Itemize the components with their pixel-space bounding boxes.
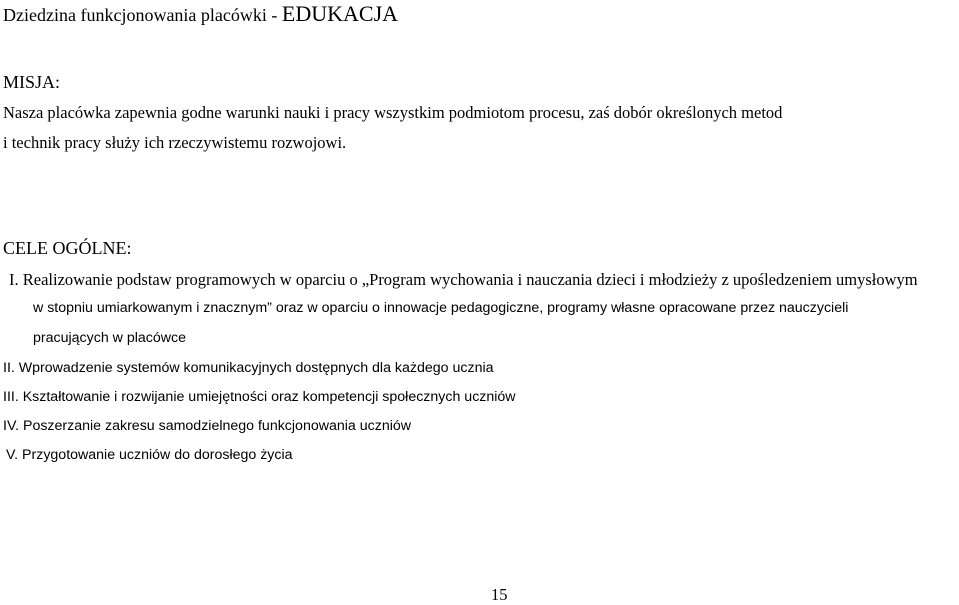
- goal-1-text: Realizowanie podstaw programowych w oparciu o „Program wychowania i nauczania dzieci i młodzieży z upośledzeniem umysłowym: [22, 270, 918, 289]
- goal-1-line-3: pracujących w placówce: [33, 330, 186, 346]
- goal-5: V. Przygotowanie uczniów do dorosłego życia: [6, 447, 293, 463]
- title-main: EDUKACJA: [281, 1, 399, 26]
- page-number: 15: [491, 585, 508, 604]
- mission-text-line-2: i technik pracy służy ich rzeczywistemu rozwojowi.: [3, 133, 347, 152]
- mission-heading: MISJA:: [3, 72, 61, 92]
- goal-4: IV. Poszerzanie zakresu samodzielnego funkcjonowania uczniów: [3, 418, 411, 434]
- mission-text-line-1: Nasza placówka zapewnia godne warunki nauki i pracy wszystkim podmiotom procesu, zaś dobór określonych metod: [3, 103, 783, 122]
- goal-1-line-1: [9, 270, 918, 290]
- page-title: [3, 1, 398, 27]
- goal-1-line-2: w stopniu umiarkowanym i znacznym” oraz w oparciu o innowacje pedagogiczne, programy własne opracowane przez nauczycieli: [33, 300, 849, 316]
- title-prefix: Dziedzina funkcjonowania placówki -: [3, 5, 282, 25]
- goal-3: III. Kształtowanie i rozwijanie umiejętności oraz kompetencji społecznych uczniów: [3, 389, 516, 405]
- goals-heading: CELE OGÓLNE:: [3, 238, 132, 258]
- goal-1-numeral: I.: [9, 270, 19, 289]
- goal-2: II. Wprowadzenie systemów komunikacyjnych dostępnych dla każdego ucznia: [3, 360, 494, 376]
